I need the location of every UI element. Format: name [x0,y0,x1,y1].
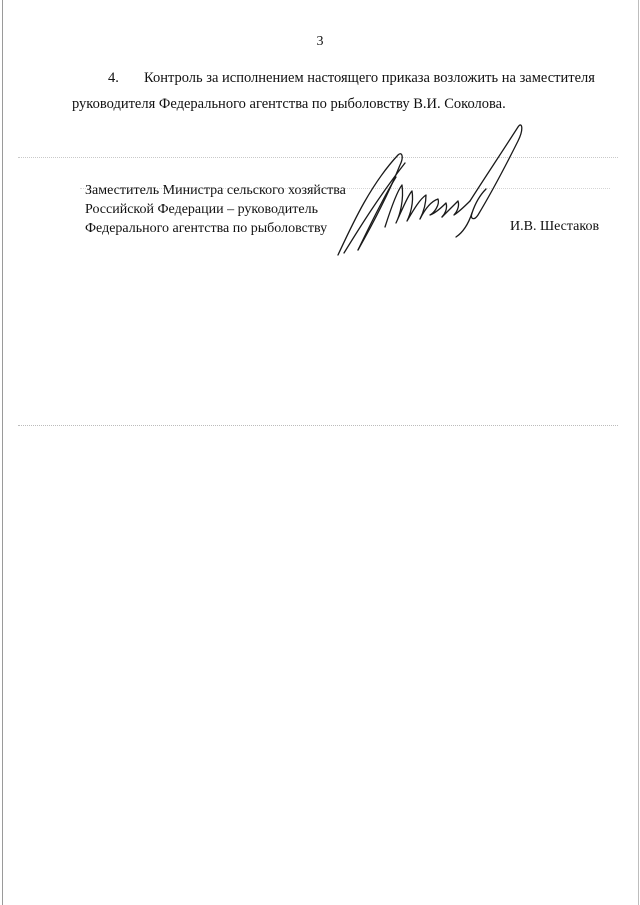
page-number: 3 [316,34,324,49]
signatory-position [85,181,346,238]
scan-edge-left [2,0,3,905]
clause-4 [72,65,617,117]
signer-name: И.В. Шестаков [510,219,600,234]
clause-number: 4. [108,70,119,86]
position-line-3: Федерального агентства по рыболовству [85,221,328,236]
scan-edge-right [638,0,639,905]
position-line-2: Российской Федерации – руководитель [85,202,318,217]
clause-text-line2: руководителя Федерального агентства по рыболовству В.И. Соколова. [72,96,506,112]
clause-first-line [72,65,617,91]
handwritten-signature [330,115,540,260]
clause-text-line1: Контроль за исполнением настоящего приказа возложить на заместителя [144,70,595,86]
scan-noise-line [18,425,618,426]
position-line-1: Заместитель Министра сельского хозяйства [85,183,346,198]
